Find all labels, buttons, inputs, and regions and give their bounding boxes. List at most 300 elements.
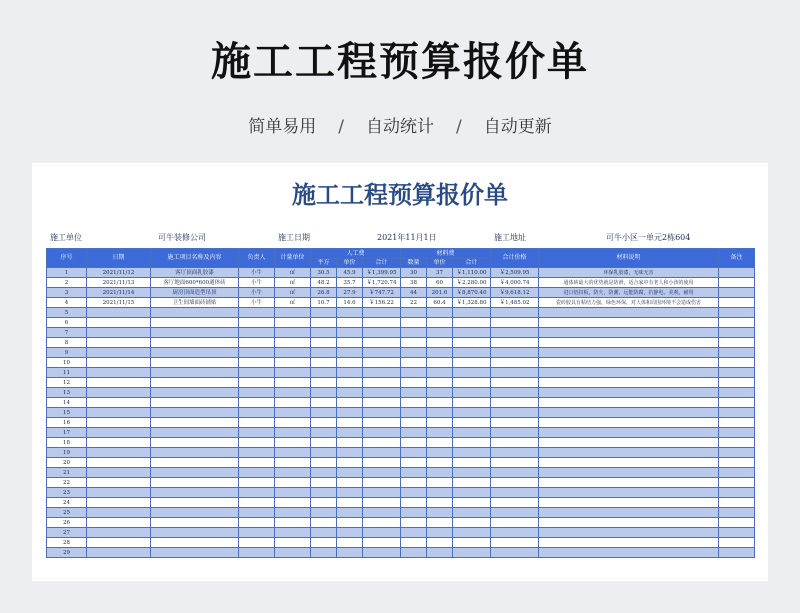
table-row [47,288,755,298]
cell-labor-subtotal [363,438,401,448]
cell-unit [275,418,311,428]
cell-material-subtotal [453,368,491,378]
cell-qty [401,388,427,398]
cell-qty [401,508,427,518]
cell-total-price [491,458,539,468]
cell-material-desc: 通体砖最大的优势就是防滑，适合家中有老人和小孩的使用 [539,278,719,288]
cell-material-unit-price: 60.4 [427,298,453,308]
cell-area [311,468,337,478]
cell-material-desc [539,448,719,458]
cell-date [87,318,151,328]
cell-seq: 18 [47,438,87,448]
cell-total-price [491,368,539,378]
cell-qty [401,548,427,558]
cell-material-subtotal [453,448,491,458]
table-row [47,298,755,308]
cell-area: 26.8 [311,288,337,298]
cell-owner [239,328,275,338]
cell-material-unit-price [427,488,453,498]
cell-total-price: ￥4,000.74 [491,278,539,288]
cell-material-unit-price [427,468,453,478]
cell-material-subtotal [453,468,491,478]
cell-seq: 27 [47,528,87,538]
cell-material-subtotal [453,408,491,418]
address-value: 可牛小区一单元2栋604 [606,233,691,242]
cell-area [311,538,337,548]
cell-area [311,478,337,488]
cell-material-unit-price [427,308,453,318]
cell-seq: 8 [47,338,87,348]
cell-labor-unit-price [337,308,363,318]
cell-date: 2021/11/14 [87,288,151,298]
cell-material-subtotal [453,438,491,448]
cell-owner [239,498,275,508]
cell-qty [401,518,427,528]
cell-unit [275,468,311,478]
cell-material-desc [539,408,719,418]
cell-qty [401,408,427,418]
cell-owner [239,378,275,388]
cell-qty [401,488,427,498]
cell-area [311,338,337,348]
cell-material-unit-price [427,388,453,398]
cell-owner: 小牛 [239,288,275,298]
cell-unit: ㎡ [275,298,311,308]
cell-item [151,428,239,438]
cell-material-subtotal: ￥1,110.00 [453,268,491,278]
cell-qty [401,348,427,358]
cell-item [151,538,239,548]
cell-owner [239,478,275,488]
cell-qty [401,318,427,328]
cell-labor-subtotal [363,348,401,358]
cell-total-price: ￥2,509.95 [491,268,539,278]
cell-total-price [491,388,539,398]
cell-qty [401,358,427,368]
cell-item [151,338,239,348]
cell-material-unit-price: 201.6 [427,288,453,298]
cell-material-subtotal [453,378,491,388]
banner-tagline [0,112,800,137]
cell-material-subtotal: ￥8,870.40 [453,288,491,298]
cell-seq: 25 [47,508,87,518]
cell-owner [239,508,275,518]
cell-total-price [491,528,539,538]
table-row [47,308,755,318]
cell-seq: 16 [47,418,87,428]
cell-date [87,478,151,488]
cell-labor-subtotal [363,528,401,538]
cell-area [311,458,337,468]
cell-date: 2021/11/13 [87,278,151,288]
cell-date [87,528,151,538]
spreadsheet-preview [32,163,768,581]
cell-item [151,458,239,468]
cell-date [87,378,151,388]
cell-material-desc [539,318,719,328]
cell-unit: ㎡ [275,288,311,298]
cell-seq: 1 [47,268,87,278]
cell-seq: 2 [47,278,87,288]
cell-total-price [491,378,539,388]
budget-table [46,248,755,558]
cell-area [311,438,337,448]
cell-owner: 小牛 [239,278,275,288]
cell-remark [719,538,755,548]
cell-owner [239,458,275,468]
cell-material-subtotal: ￥1,328.80 [453,298,491,308]
cell-material-unit-price [427,478,453,488]
cell-owner [239,398,275,408]
cell-area: 48.2 [311,278,337,288]
cell-unit: ㎡ [275,278,311,288]
banner-title: 施工工程预算报价单 [211,39,589,85]
cell-total-price [491,538,539,548]
cell-item [151,378,239,388]
date-value: 2021年11月1日 [377,233,437,242]
tag-easy: 简单易用 [248,117,317,137]
cell-area [311,498,337,508]
cell-qty [401,438,427,448]
cell-labor-subtotal [363,478,401,488]
cell-material-subtotal [453,358,491,368]
cell-remark [719,268,755,278]
cell-total-price [491,468,539,478]
cell-labor-unit-price [337,328,363,338]
cell-material-unit-price [427,418,453,428]
cell-material-unit-price [427,548,453,558]
cell-date: 2021/11/15 [87,298,151,308]
cell-material-unit-price [427,438,453,448]
table-row [47,518,755,528]
address-label: 施工地址 [494,233,526,242]
cell-date [87,448,151,458]
header-qty: 数量 [401,259,427,268]
cell-material-subtotal [453,308,491,318]
cell-total-price: ￥1,485.02 [491,298,539,308]
cell-item: 卫生间墙面砖铺贴 [151,298,239,308]
cell-material-unit-price [427,408,453,418]
cell-seq: 17 [47,428,87,438]
cell-remark [719,298,755,308]
cell-owner [239,358,275,368]
cell-seq: 14 [47,398,87,408]
cell-material-desc [539,428,719,438]
cell-material-unit-price [427,378,453,388]
cell-remark [719,518,755,528]
cell-material-desc [539,338,719,348]
cell-qty [401,378,427,388]
cell-labor-unit-price [337,488,363,498]
table-row [47,418,755,428]
tag-auto-update: 自动更新 [483,117,552,137]
cell-date [87,348,151,358]
cell-area [311,548,337,558]
table-row [47,538,755,548]
cell-labor-subtotal: ￥747.72 [363,288,401,298]
cell-material-subtotal [453,538,491,548]
cell-labor-unit-price [337,408,363,418]
cell-remark [719,308,755,318]
cell-material-desc [539,498,719,508]
cell-labor-unit-price [337,478,363,488]
cell-date [87,508,151,518]
cell-unit [275,528,311,538]
cell-owner [239,488,275,498]
header-material-subtotal: 合计 [453,259,491,268]
cell-total-price [491,358,539,368]
cell-labor-unit-price [337,368,363,378]
cell-remark [719,458,755,468]
table-row [47,328,755,338]
cell-total-price [491,328,539,338]
cell-labor-subtotal [363,328,401,338]
cell-material-unit-price [427,338,453,348]
cell-date [87,328,151,338]
cell-unit [275,408,311,418]
cell-area [311,448,337,458]
header-unit: 计量单位 [275,249,311,268]
cell-material-desc [539,388,719,398]
cell-material-desc [539,438,719,448]
header-remark: 备注 [719,249,755,268]
cell-date [87,518,151,528]
cell-date [87,368,151,378]
cell-remark [719,368,755,378]
cell-seq: 7 [47,328,87,338]
cell-total-price [491,348,539,358]
table-row [47,448,755,458]
table-row [47,278,755,288]
cell-labor-subtotal [363,388,401,398]
cell-qty [401,338,427,348]
table-row [47,458,755,468]
cell-total-price [491,508,539,518]
cell-labor-subtotal: ￥1,399.95 [363,268,401,278]
cell-remark [719,428,755,438]
table-row [47,268,755,278]
cell-qty [401,398,427,408]
table-row [47,338,755,348]
cell-total-price [491,418,539,428]
cell-remark [719,318,755,328]
cell-area [311,358,337,368]
cell-area [311,528,337,538]
cell-qty [401,538,427,548]
cell-item [151,368,239,378]
cell-material-subtotal [453,428,491,438]
cell-qty: 38 [401,278,427,288]
cell-remark [719,378,755,388]
cell-item [151,328,239,338]
cell-unit [275,348,311,358]
cell-material-desc: 环保乳胶漆，无味无害 [539,268,719,278]
cell-material-unit-price [427,518,453,528]
cell-owner [239,318,275,328]
cell-unit [275,318,311,328]
table-row [47,428,755,438]
table-row [47,528,755,538]
header-material-unit-price: 单价 [427,259,453,268]
cell-labor-subtotal [363,428,401,438]
cell-remark [719,418,755,428]
cell-material-unit-price [427,318,453,328]
header-seq: 序号 [47,249,87,268]
table-row [47,378,755,388]
cell-labor-subtotal [363,538,401,548]
cell-qty [401,478,427,488]
cell-labor-subtotal [363,368,401,378]
cell-labor-unit-price [337,358,363,368]
header-material: 材料费 [401,249,491,259]
cell-area [311,318,337,328]
table-row [47,508,755,518]
cell-owner: 小牛 [239,298,275,308]
cell-labor-unit-price [337,498,363,508]
cell-area [311,348,337,358]
cell-seq: 12 [47,378,87,388]
cell-area [311,428,337,438]
cell-labor-unit-price [337,348,363,358]
cell-item [151,438,239,448]
cell-material-unit-price [427,498,453,508]
header-material-desc: 材料说明 [539,249,719,268]
cell-total-price [491,518,539,528]
cell-material-unit-price [427,348,453,358]
cell-owner [239,418,275,428]
cell-material-subtotal [453,498,491,508]
cell-material-unit-price: 37 [427,268,453,278]
cell-material-desc [539,518,719,528]
cell-labor-unit-price [337,518,363,528]
cell-material-desc [539,468,719,478]
table-row [47,408,755,418]
unit-label: 施工单位 [50,233,82,242]
cell-area [311,388,337,398]
cell-material-desc [539,348,719,358]
cell-seq: 15 [47,408,87,418]
cell-qty: 22 [401,298,427,308]
cell-material-unit-price [427,458,453,468]
cell-material-subtotal: ￥2,280.00 [453,278,491,288]
cell-labor-unit-price [337,448,363,458]
cell-material-desc [539,308,719,318]
cell-remark [719,408,755,418]
cell-date [87,358,151,368]
cell-seq: 21 [47,468,87,478]
cell-qty [401,428,427,438]
cell-total-price: ￥9,618.12 [491,288,539,298]
cell-owner [239,448,275,458]
cell-unit [275,358,311,368]
cell-labor-unit-price: 14.6 [337,298,363,308]
cell-qty [401,308,427,318]
cell-item: 客厅地面600*600通体砖 [151,278,239,288]
cell-labor-subtotal [363,448,401,458]
header-labor-subtotal: 合计 [363,259,401,268]
cell-remark [719,358,755,368]
cell-material-unit-price [427,358,453,368]
cell-area [311,398,337,408]
cell-total-price [491,498,539,508]
cell-material-unit-price [427,368,453,378]
cell-material-subtotal [453,548,491,558]
cell-qty: 30 [401,268,427,278]
cell-labor-unit-price: 45.9 [337,268,363,278]
header-labor: 人工费 [311,249,401,259]
cell-remark [719,388,755,398]
cell-material-subtotal [453,508,491,518]
cell-labor-unit-price [337,508,363,518]
cell-material-unit-price [427,398,453,408]
cell-labor-subtotal [363,398,401,408]
cell-labor-unit-price [337,528,363,538]
cell-item [151,528,239,538]
cell-owner [239,348,275,358]
cell-total-price [491,488,539,498]
cell-unit [275,338,311,348]
cell-material-unit-price [427,448,453,458]
header-item: 施工项目名称及内容 [151,249,239,268]
cell-seq: 26 [47,518,87,528]
cell-material-subtotal [453,338,491,348]
cell-unit [275,518,311,528]
cell-labor-subtotal [363,378,401,388]
cell-seq: 29 [47,548,87,558]
cell-unit [275,398,311,408]
cell-seq: 5 [47,308,87,318]
cell-item [151,448,239,458]
cell-labor-subtotal [363,408,401,418]
cell-seq: 13 [47,388,87,398]
cell-area [311,488,337,498]
cell-owner [239,388,275,398]
cell-labor-unit-price [337,318,363,328]
cell-labor-unit-price [337,538,363,548]
cell-material-desc: 进口铝扣板，防火，防潮，远能防腐，抗静电，美观，耐用 [539,288,719,298]
cell-material-subtotal [453,328,491,338]
cell-qty [401,458,427,468]
cell-labor-unit-price [337,388,363,398]
cell-labor-subtotal [363,498,401,508]
cell-item [151,388,239,398]
cell-total-price [491,438,539,448]
cell-remark [719,328,755,338]
cell-material-unit-price [427,508,453,518]
cell-owner: 小牛 [239,268,275,278]
cell-material-subtotal [453,528,491,538]
cell-labor-subtotal [363,318,401,328]
cell-item [151,358,239,368]
cell-material-desc: 瓷砖胶具有粘结力强，绿色环保，对人体和周围环境不会造成伤害 [539,298,719,308]
sheet-title: 施工工程预算报价单 [292,180,508,209]
cell-seq: 6 [47,318,87,328]
cell-material-subtotal [453,388,491,398]
cell-labor-unit-price [337,338,363,348]
table-row [47,498,755,508]
cell-material-desc [539,548,719,558]
cell-owner [239,538,275,548]
date-label: 施工日期 [278,233,310,242]
cell-remark [719,278,755,288]
cell-item [151,308,239,318]
cell-area [311,418,337,428]
cell-seq: 28 [47,538,87,548]
cell-material-subtotal [453,418,491,428]
cell-qty: 44 [401,288,427,298]
cell-area: 10.7 [311,298,337,308]
cell-total-price [491,398,539,408]
